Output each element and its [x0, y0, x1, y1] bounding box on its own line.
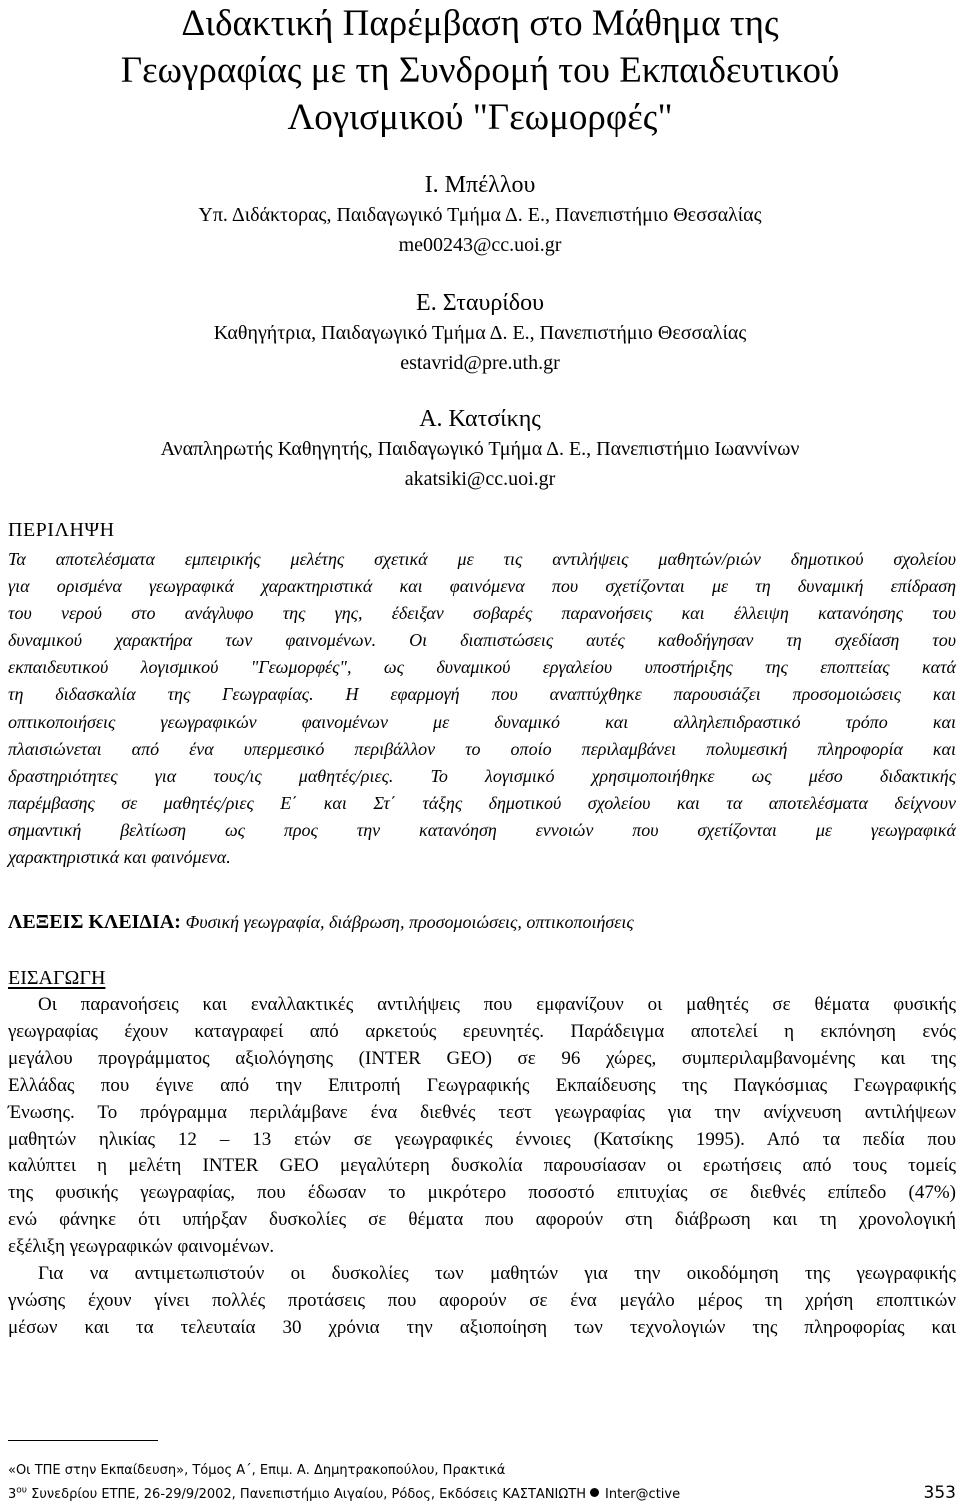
abstract-line: παρέμβασης σε μαθητές/ριες Ε΄ και Στ΄ τάξης δημοτικού σχολείου και τα αποτελέσματα δείχνουν: [8, 792, 956, 813]
conf-details: Συνεδρίου ΕΤΠΕ, 26-29/9/2002, Πανεπιστήμιο Αιγαίου, Ρόδος, Εκδόσεις ΚΑΣΤΑΝΙΩΤΗ: [27, 1487, 587, 1502]
abstract-body: [8, 546, 956, 871]
title-line-3: Λογισμικού "Γεωμορφές": [287, 97, 673, 138]
abstract-line: για ορισμένα γεωγραφικά χαρακτηριστικά και φαινόμενα που σχετίζονται με τη δυναμική επίδραση: [8, 576, 956, 597]
abstract-line: χαρακτηριστικά και φαινόμενα.: [8, 847, 231, 868]
author-affiliation: Υπ. Διδάκτορας, Παιδαγωγικό Τμήμα Δ. Ε., Πανεπιστήμιο Θεσσαλίας: [198, 204, 762, 226]
intro-line: μαθητών ηλικίας 12 – 13 ετών σε γεωγραφικές έννοιες (Κατσίκης 1995). Από τα πεδία που: [8, 1128, 956, 1150]
intro-line: ενώ φάνηκε ότι υπήρξαν δυσκολίες σε θέματα που αφορούν στη διάβρωση και τη χρονολογική: [8, 1209, 956, 1231]
title-line-1: Διδακτική Παρέμβαση στο Μάθημα της: [181, 3, 779, 44]
page-footer: [8, 1460, 956, 1506]
abstract-line: εκπαιδευτικού λογισμικού "Γεωμορφές", ως δυναμικού εργαλείου υποστήριξης της εποπτείας κατά: [8, 657, 956, 678]
author-1: [0, 170, 960, 260]
bullet-icon: [590, 1488, 599, 1497]
intro-line: γνώσης έχουν γίνει πολλές προτάσεις που αφορούν σε ένα μεγάλο μέρος τη χρήση εποπτικών: [8, 1289, 956, 1311]
abstract-line: Τα αποτελέσματα εμπειρικής μελέτης σχετικά με τις αντιλήψεις μαθητών/ριών δημοτικού σχολείου: [8, 549, 956, 569]
abstract-line: οπτικοποιήσεις γεωγραφικών φαινομένων με δυναμικό και αλληλεπιδραστικό τρόπο και: [8, 711, 956, 732]
footer-conference-line: [8, 1482, 956, 1506]
author-2: [0, 288, 960, 378]
abstract-line: τη διδασκαλία της Γεωγραφίας. Η εφαρμογή που αναπτύχθηκε παρουσιάζει προσομοιώσεις και: [8, 684, 956, 705]
keywords-text: Φυσική γεωγραφία, διάβρωση, προσομοιώσεις, οπτικοποιήσεις: [185, 912, 634, 932]
abstract-line: πλαισιώνεται από ένα υπερμεσικό περιβάλλον το οποίο περιλαμβάνει πολυμεσική πληροφορία και: [8, 738, 956, 759]
author-name: Α. Κατσίκης: [419, 406, 541, 432]
abstract-heading: ΠΕΡΙΛΗΨΗ: [8, 519, 115, 541]
page-number: 353: [923, 1483, 956, 1503]
keywords: [8, 908, 956, 937]
intro-line: Ελλάδας που έγινε από την Επιτροπή Γεωγραφικής Εκπαίδευσης της Παγκόσμιας Γεωγραφικής: [8, 1074, 956, 1096]
author-email[interactable]: estavrid@pre.uth.gr: [400, 352, 560, 374]
abstract-line: δυναμικού χαρακτήρα των φαινομένων. Οι διαπιστώσεις αυτές καθοδήγησαν τη σχεδίαση του: [8, 630, 956, 651]
intro-line: γεωγραφίας έχουν καταγραφεί από αρκετούς ερευνητές. Παράδειγμα αποτελεί η εκπόνηση ενός: [8, 1020, 956, 1042]
author-name: Ι. Μπέλλου: [424, 172, 536, 198]
intro-line: Για να αντιμετωπιστούν οι δυσκολίες των μαθητών για την οικοδόμηση της γεωγραφικής: [38, 1263, 956, 1285]
keywords-label: ΛΕΞΕΙΣ ΚΛΕΙΔΙΑ:: [8, 911, 181, 933]
author-affiliation: Αναπληρωτής Καθηγητής, Παιδαγωγικό Τμήμα Δ. Ε., Πανεπιστήμιο Ιωαννίνων: [160, 438, 800, 460]
conf-ordinal: ου: [16, 1485, 27, 1496]
introduction-heading: ΕΙΣΑΓΩΓΗ: [8, 967, 106, 989]
paper-title: [0, 0, 960, 141]
intro-line: της φυσικής γεωγραφίας, που έδωσαν το μικρότερο ποσοστό επιτυχίας σε διεθνές επίπεδο (47%): [8, 1182, 956, 1204]
intro-line: μέσων και τα τελευταία 30 χρόνια την αξιοποίηση των τεχνολογιών της πληροφορίας και: [8, 1316, 956, 1338]
footer-proceedings: «Οι ΤΠΕ στην Εκπαίδευση», Τόμος Α΄, Επιμ. Α. Δημητρακοπούλου, Πρακτικά: [8, 1463, 506, 1478]
author-email[interactable]: akatsiki@cc.uoi.gr: [404, 468, 556, 490]
author-affiliation: Καθηγήτρια, Παιδαγωγικό Τμήμα Δ. Ε., Πανεπιστήμιο Θεσσαλίας: [213, 322, 747, 344]
footer-conference: [8, 1484, 914, 1506]
abstract-line: σημαντική βελτίωση ως προς την κατανόηση εννοιών που σχετίζονται με γεωγραφικά: [8, 819, 956, 840]
conf-number: 3: [8, 1487, 17, 1502]
intro-line: καλύπτει η μελέτη INTER GEO μεγαλύτερη δυσκολία παρουσίασαν οι ερωτήσεις από τους τομείς: [8, 1155, 956, 1177]
author-3: [0, 404, 960, 494]
publisher-brand: Inter@ctive: [605, 1487, 681, 1502]
intro-line: Οι παρανοήσεις και εναλλακτικές αντιλήψεις που εμφανίζουν οι μαθητές σε θέματα φυσικής: [38, 994, 956, 1015]
intro-line: Ένωσης. Το πρόγραμμα περιλάμβανε ένα διεθνές τεστ γεωγραφίας για την ανίχνευση αντιλήψεων: [8, 1101, 956, 1123]
author-name: Ε. Σταυρίδου: [416, 290, 544, 316]
intro-line: εξέλιξη γεωγραφικών φαινομένων.: [8, 1236, 275, 1258]
title-line-2: Γεωγραφίας με τη Συνδρομή του Εκπαιδευτικού: [120, 50, 840, 91]
intro-line: μεγάλου προγράμματος αξιολόγησης (INTER GEO) σε 96 χώρες, συμπεριλαμβανομένης και της: [8, 1047, 956, 1069]
footer-divider: [8, 1440, 158, 1441]
abstract-line: δραστηριότητες για τους/ις μαθητές/ριες. Το λογισμικό χρησιμοποιήθηκε ως μέσο διδακτικής: [8, 765, 956, 786]
abstract-line: του νερού στο ανάγλυφο της γης, έδειξαν σοβαρές παρανοήσεις και έλλειψη κατανόησης του: [8, 603, 956, 624]
introduction-body: [8, 992, 956, 1342]
author-email[interactable]: me00243@cc.uoi.gr: [398, 234, 562, 256]
